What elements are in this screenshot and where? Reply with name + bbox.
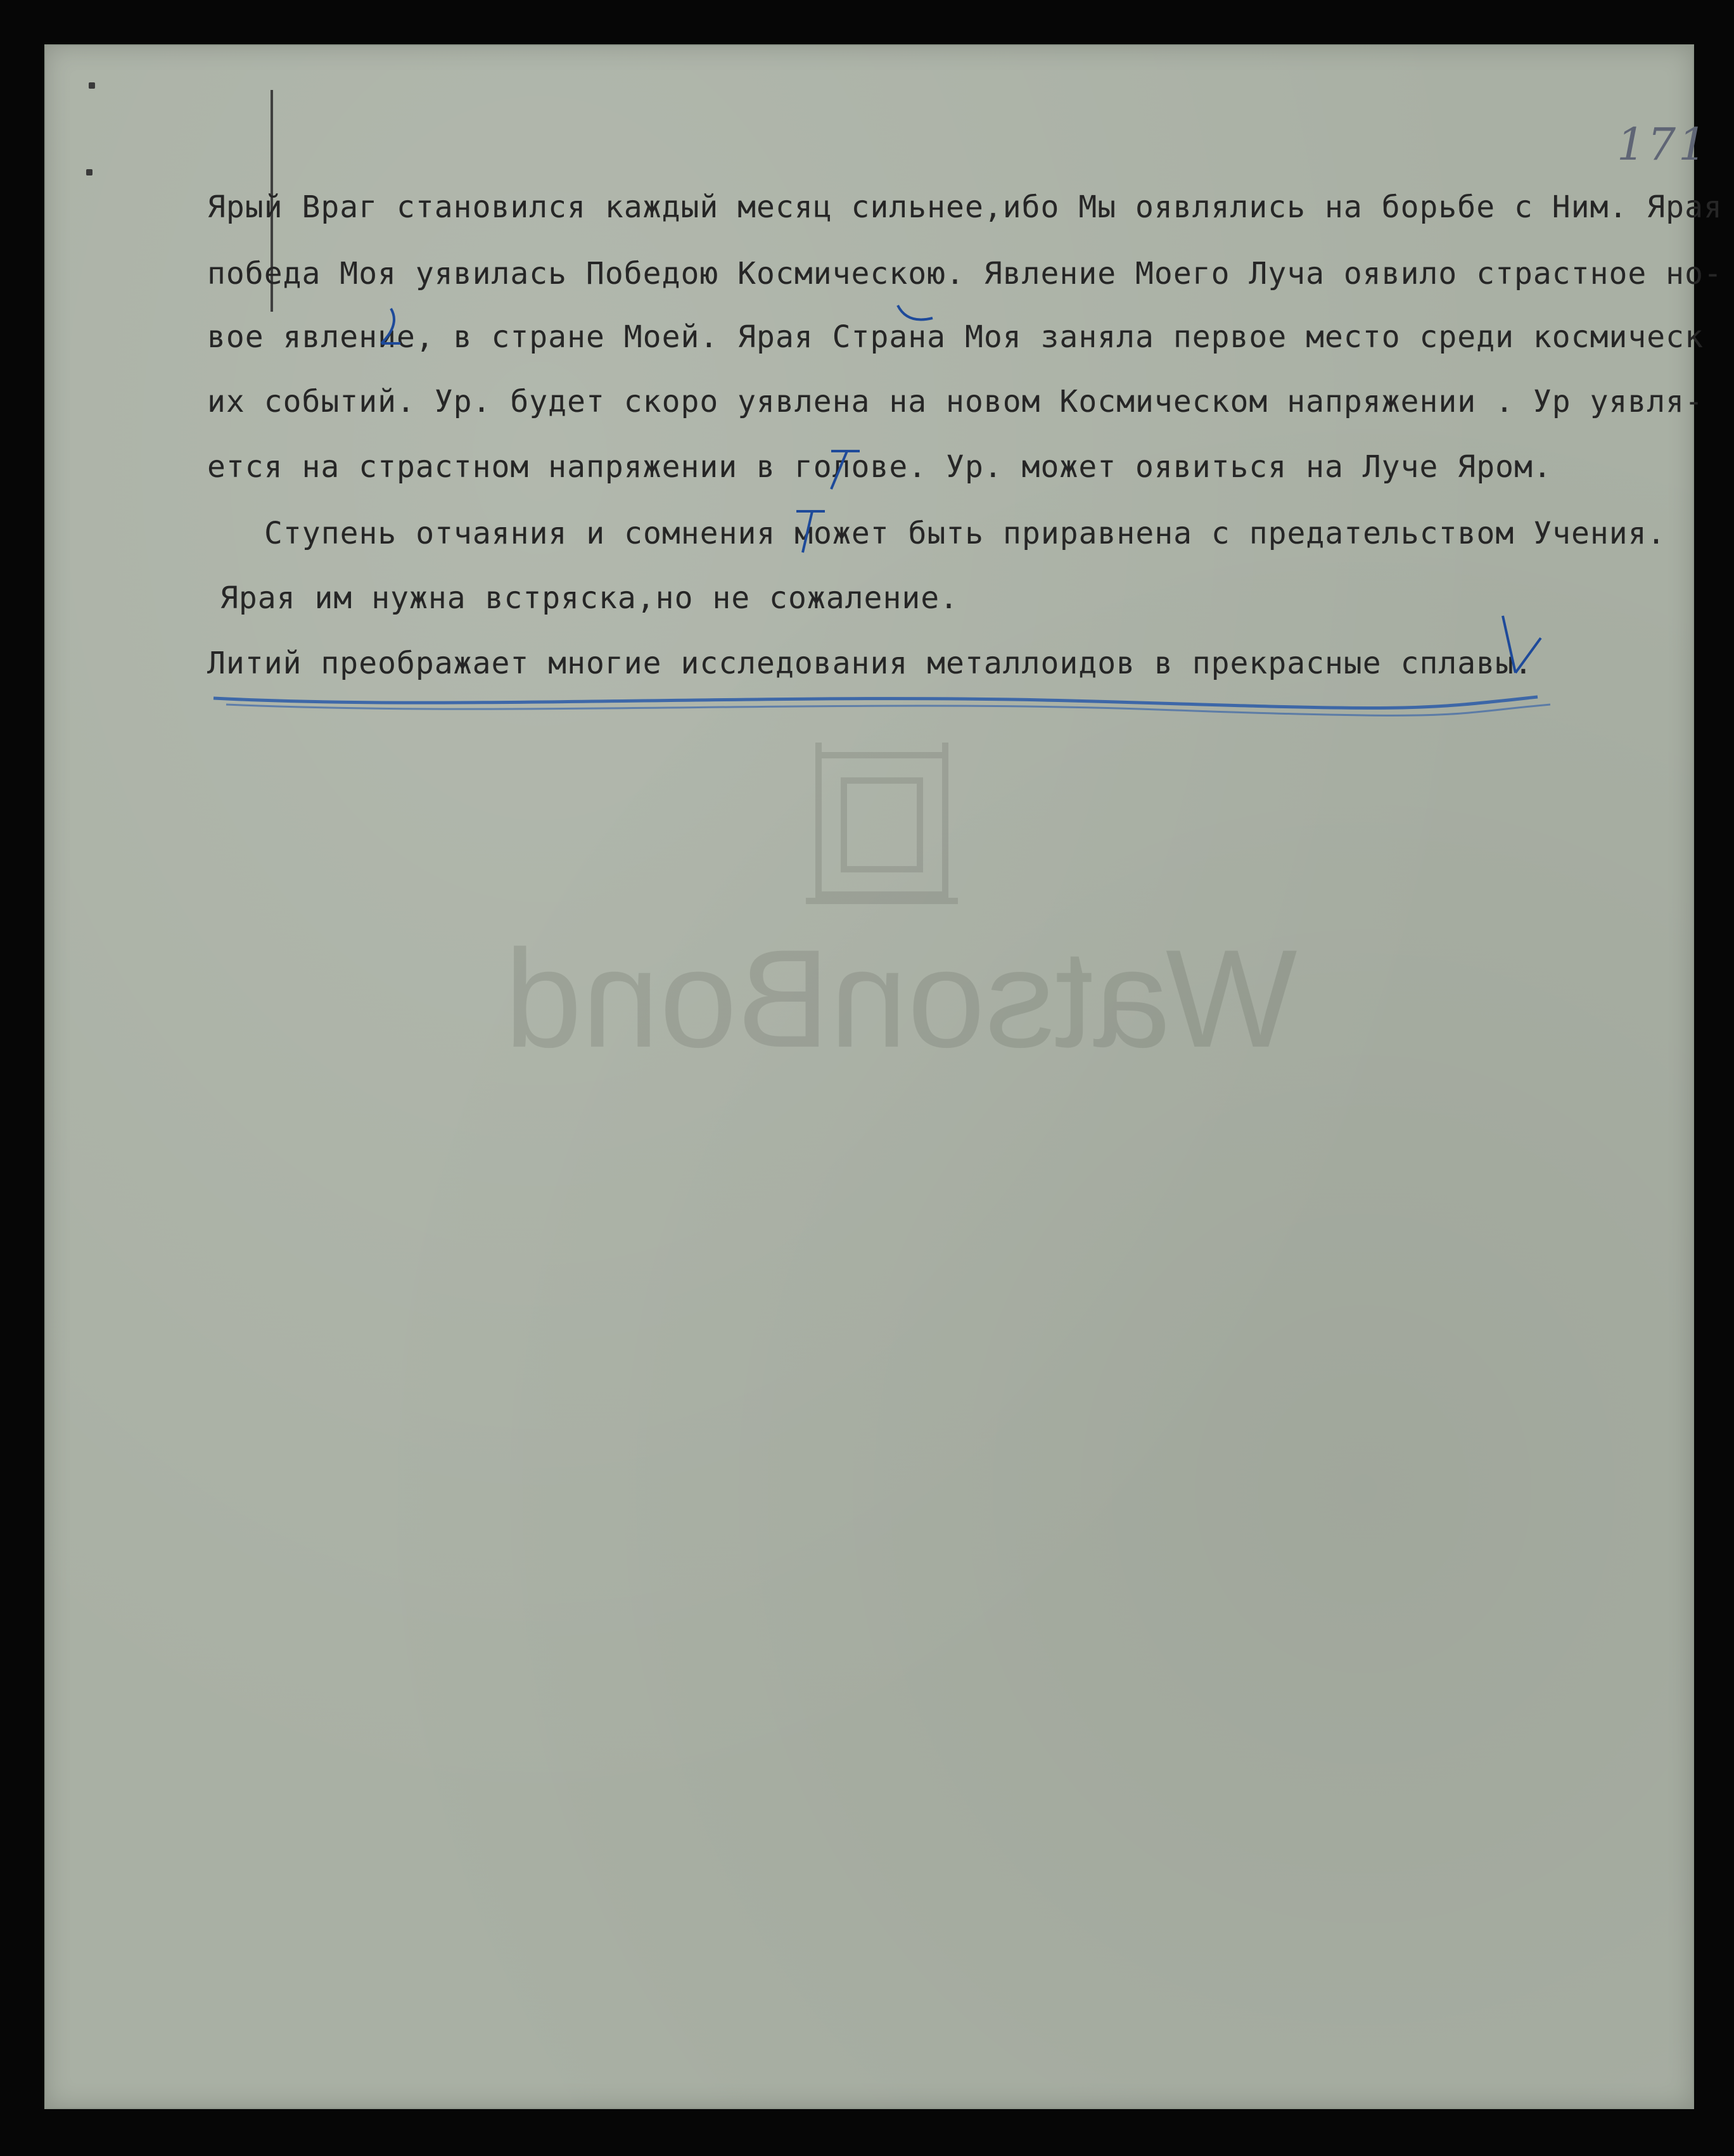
text-line: победа Моя уявилась Победою Космическою. Явление Моего Луча оявило страстное но- — [207, 256, 1723, 291]
pen-stroke — [803, 511, 812, 552]
text-line: Ступень отчаяния и сомнения может быть приравнена с предательством Учения. — [264, 516, 1666, 551]
text-line: вое явление, в стране Моей. Ярая Страна Моя заняла первое место среди космическ — [207, 319, 1704, 355]
paper-sheet — [44, 44, 1723, 2109]
pen-stroke — [381, 309, 394, 343]
watermark — [426, 730, 1376, 1142]
pen-stroke — [831, 451, 847, 489]
pen-corrections — [46, 46, 1693, 743]
blue-underline — [207, 654, 1601, 730]
text-line: Ярый Враг становился каждый месяц сильнее,ибо Мы оявлялись на борьбе с Ним. Ярая — [207, 189, 1723, 225]
folio-number: 171 — [1617, 118, 1709, 170]
watermark-graphic — [426, 730, 1376, 1142]
text-line: Литий преображает многие исследования металлоидов в прекрасные сплавы. — [207, 646, 1533, 681]
text-line: ется на страстном напряжении в голове. Ур. может оявиться на Луче Яром. — [207, 449, 1552, 485]
pen-stroke — [898, 305, 933, 320]
watermark-tower — [819, 755, 945, 895]
text-line: их событий. Ур. будет скоро уявлена на новом Космическом напряжении . Ур уявля- — [207, 384, 1704, 419]
watermark-text: WatsonBond — [504, 921, 1297, 1076]
text-line: Ярая им нужна встряска,но не сожаление. — [220, 580, 959, 616]
